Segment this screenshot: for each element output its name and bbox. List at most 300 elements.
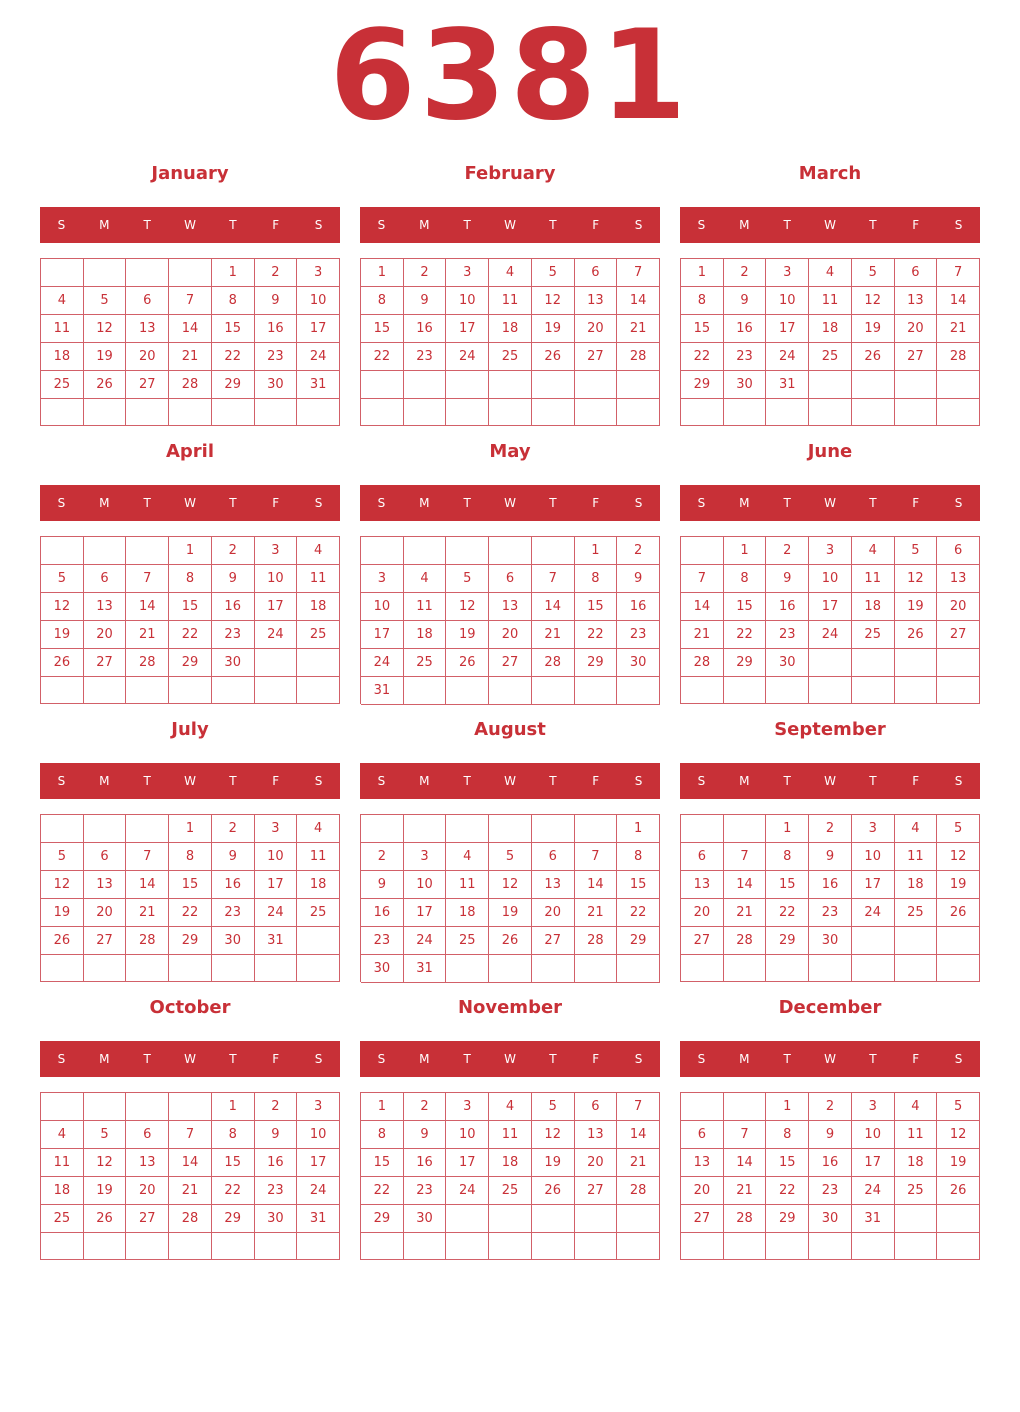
day-cell[interactable]: 23 <box>255 1177 298 1205</box>
day-cell[interactable]: 7 <box>126 565 169 593</box>
day-cell[interactable]: 26 <box>937 899 980 927</box>
day-cell[interactable]: 19 <box>532 315 575 343</box>
day-cell[interactable]: 5 <box>41 565 84 593</box>
day-cell[interactable]: 19 <box>84 1177 127 1205</box>
day-cell[interactable]: 15 <box>361 1149 404 1177</box>
day-cell[interactable]: 22 <box>766 1177 809 1205</box>
day-cell[interactable]: 12 <box>41 593 84 621</box>
day-cell[interactable]: 11 <box>895 1121 938 1149</box>
day-cell[interactable]: 13 <box>681 1149 724 1177</box>
day-cell[interactable]: 7 <box>681 565 724 593</box>
day-cell[interactable]: 18 <box>41 1177 84 1205</box>
day-cell[interactable]: 14 <box>575 871 618 899</box>
day-cell[interactable]: 25 <box>489 343 532 371</box>
day-cell[interactable]: 6 <box>126 1121 169 1149</box>
day-cell[interactable]: 4 <box>895 1093 938 1121</box>
day-cell[interactable]: 5 <box>489 843 532 871</box>
day-cell[interactable]: 11 <box>297 565 340 593</box>
day-cell[interactable]: 21 <box>575 899 618 927</box>
day-cell[interactable]: 2 <box>809 815 852 843</box>
day-cell[interactable]: 25 <box>895 1177 938 1205</box>
day-cell[interactable]: 16 <box>255 315 298 343</box>
day-cell[interactable]: 4 <box>404 565 447 593</box>
day-cell[interactable]: 25 <box>446 927 489 955</box>
day-cell[interactable]: 10 <box>852 1121 895 1149</box>
day-cell[interactable]: 29 <box>575 649 618 677</box>
day-cell[interactable]: 29 <box>169 649 212 677</box>
day-cell[interactable]: 2 <box>404 1093 447 1121</box>
day-cell[interactable]: 24 <box>255 621 298 649</box>
day-cell[interactable]: 21 <box>681 621 724 649</box>
day-cell[interactable]: 11 <box>41 1149 84 1177</box>
day-cell[interactable]: 7 <box>126 843 169 871</box>
day-cell[interactable]: 2 <box>361 843 404 871</box>
day-cell[interactable]: 6 <box>489 565 532 593</box>
day-cell[interactable]: 16 <box>809 871 852 899</box>
day-cell[interactable]: 12 <box>84 315 127 343</box>
day-cell[interactable]: 27 <box>84 649 127 677</box>
day-cell[interactable]: 24 <box>446 343 489 371</box>
day-cell[interactable]: 15 <box>361 315 404 343</box>
day-cell[interactable]: 18 <box>446 899 489 927</box>
day-cell[interactable]: 1 <box>169 815 212 843</box>
day-cell[interactable]: 10 <box>404 871 447 899</box>
day-cell[interactable]: 26 <box>84 1205 127 1233</box>
day-cell[interactable]: 12 <box>895 565 938 593</box>
day-cell[interactable]: 23 <box>361 927 404 955</box>
day-cell[interactable]: 10 <box>766 287 809 315</box>
day-cell[interactable]: 25 <box>297 899 340 927</box>
day-cell[interactable]: 13 <box>937 565 980 593</box>
day-cell[interactable]: 3 <box>766 259 809 287</box>
day-cell[interactable]: 7 <box>617 1093 660 1121</box>
day-cell[interactable]: 6 <box>575 1093 618 1121</box>
day-cell[interactable]: 16 <box>617 593 660 621</box>
day-cell[interactable]: 30 <box>255 371 298 399</box>
day-cell[interactable]: 22 <box>212 343 255 371</box>
day-cell[interactable]: 6 <box>681 843 724 871</box>
day-cell[interactable]: 28 <box>532 649 575 677</box>
day-cell[interactable]: 11 <box>489 1121 532 1149</box>
day-cell[interactable]: 17 <box>404 899 447 927</box>
day-cell[interactable]: 6 <box>126 287 169 315</box>
day-cell[interactable]: 9 <box>404 287 447 315</box>
day-cell[interactable]: 20 <box>575 315 618 343</box>
day-cell[interactable]: 28 <box>126 649 169 677</box>
day-cell[interactable]: 8 <box>361 287 404 315</box>
day-cell[interactable]: 5 <box>446 565 489 593</box>
day-cell[interactable]: 25 <box>41 1205 84 1233</box>
day-cell[interactable]: 19 <box>895 593 938 621</box>
day-cell[interactable]: 1 <box>575 537 618 565</box>
day-cell[interactable]: 3 <box>809 537 852 565</box>
day-cell[interactable]: 16 <box>724 315 767 343</box>
day-cell[interactable]: 10 <box>852 843 895 871</box>
day-cell[interactable]: 29 <box>169 927 212 955</box>
day-cell[interactable]: 25 <box>895 899 938 927</box>
day-cell[interactable]: 19 <box>446 621 489 649</box>
day-cell[interactable]: 4 <box>297 537 340 565</box>
day-cell[interactable]: 24 <box>446 1177 489 1205</box>
day-cell[interactable]: 12 <box>937 1121 980 1149</box>
day-cell[interactable]: 29 <box>212 1205 255 1233</box>
day-cell[interactable]: 17 <box>361 621 404 649</box>
day-cell[interactable]: 4 <box>297 815 340 843</box>
day-cell[interactable]: 1 <box>169 537 212 565</box>
day-cell[interactable]: 18 <box>809 315 852 343</box>
day-cell[interactable]: 4 <box>489 259 532 287</box>
day-cell[interactable]: 1 <box>361 259 404 287</box>
day-cell[interactable]: 18 <box>895 871 938 899</box>
day-cell[interactable]: 24 <box>297 1177 340 1205</box>
day-cell[interactable]: 14 <box>532 593 575 621</box>
day-cell[interactable]: 15 <box>724 593 767 621</box>
day-cell[interactable]: 20 <box>681 1177 724 1205</box>
day-cell[interactable]: 4 <box>489 1093 532 1121</box>
day-cell[interactable]: 8 <box>766 843 809 871</box>
day-cell[interactable]: 5 <box>84 287 127 315</box>
day-cell[interactable]: 17 <box>297 315 340 343</box>
day-cell[interactable]: 31 <box>404 955 447 983</box>
day-cell[interactable]: 4 <box>446 843 489 871</box>
day-cell[interactable]: 3 <box>297 259 340 287</box>
day-cell[interactable]: 27 <box>575 1177 618 1205</box>
day-cell[interactable]: 30 <box>404 1205 447 1233</box>
day-cell[interactable]: 2 <box>255 1093 298 1121</box>
day-cell[interactable]: 8 <box>681 287 724 315</box>
day-cell[interactable]: 14 <box>681 593 724 621</box>
day-cell[interactable]: 12 <box>532 1121 575 1149</box>
day-cell[interactable]: 22 <box>724 621 767 649</box>
day-cell[interactable]: 17 <box>255 593 298 621</box>
day-cell[interactable]: 10 <box>446 1121 489 1149</box>
day-cell[interactable]: 17 <box>446 1149 489 1177</box>
day-cell[interactable]: 21 <box>126 899 169 927</box>
day-cell[interactable]: 23 <box>809 1177 852 1205</box>
day-cell[interactable]: 19 <box>41 899 84 927</box>
day-cell[interactable]: 9 <box>212 843 255 871</box>
day-cell[interactable]: 11 <box>41 315 84 343</box>
day-cell[interactable]: 9 <box>766 565 809 593</box>
day-cell[interactable]: 30 <box>617 649 660 677</box>
day-cell[interactable]: 3 <box>361 565 404 593</box>
day-cell[interactable]: 28 <box>575 927 618 955</box>
day-cell[interactable]: 10 <box>297 287 340 315</box>
day-cell[interactable]: 1 <box>766 1093 809 1121</box>
day-cell[interactable]: 27 <box>575 343 618 371</box>
day-cell[interactable]: 25 <box>852 621 895 649</box>
day-cell[interactable]: 8 <box>361 1121 404 1149</box>
day-cell[interactable]: 16 <box>361 899 404 927</box>
day-cell[interactable]: 8 <box>169 565 212 593</box>
day-cell[interactable]: 18 <box>297 593 340 621</box>
day-cell[interactable]: 1 <box>361 1093 404 1121</box>
day-cell[interactable]: 20 <box>681 899 724 927</box>
day-cell[interactable]: 19 <box>41 621 84 649</box>
day-cell[interactable]: 26 <box>489 927 532 955</box>
day-cell[interactable]: 3 <box>446 1093 489 1121</box>
day-cell[interactable]: 12 <box>41 871 84 899</box>
day-cell[interactable]: 15 <box>169 871 212 899</box>
day-cell[interactable]: 7 <box>724 843 767 871</box>
day-cell[interactable]: 5 <box>84 1121 127 1149</box>
day-cell[interactable]: 13 <box>895 287 938 315</box>
day-cell[interactable]: 8 <box>575 565 618 593</box>
day-cell[interactable]: 18 <box>404 621 447 649</box>
day-cell[interactable]: 11 <box>297 843 340 871</box>
day-cell[interactable]: 10 <box>297 1121 340 1149</box>
day-cell[interactable]: 14 <box>169 315 212 343</box>
day-cell[interactable]: 11 <box>446 871 489 899</box>
day-cell[interactable]: 27 <box>895 343 938 371</box>
day-cell[interactable]: 17 <box>297 1149 340 1177</box>
day-cell[interactable]: 27 <box>532 927 575 955</box>
day-cell[interactable]: 13 <box>532 871 575 899</box>
day-cell[interactable]: 10 <box>255 565 298 593</box>
day-cell[interactable]: 14 <box>724 1149 767 1177</box>
day-cell[interactable]: 26 <box>41 649 84 677</box>
day-cell[interactable]: 8 <box>766 1121 809 1149</box>
day-cell[interactable]: 8 <box>724 565 767 593</box>
day-cell[interactable]: 19 <box>532 1149 575 1177</box>
day-cell[interactable]: 15 <box>169 593 212 621</box>
day-cell[interactable]: 29 <box>724 649 767 677</box>
day-cell[interactable]: 6 <box>84 565 127 593</box>
day-cell[interactable]: 6 <box>84 843 127 871</box>
day-cell[interactable]: 17 <box>766 315 809 343</box>
day-cell[interactable]: 7 <box>724 1121 767 1149</box>
day-cell[interactable]: 15 <box>575 593 618 621</box>
day-cell[interactable]: 30 <box>724 371 767 399</box>
day-cell[interactable]: 14 <box>724 871 767 899</box>
day-cell[interactable]: 9 <box>809 843 852 871</box>
day-cell[interactable]: 22 <box>169 621 212 649</box>
day-cell[interactable]: 30 <box>809 1205 852 1233</box>
day-cell[interactable]: 13 <box>681 871 724 899</box>
day-cell[interactable]: 29 <box>617 927 660 955</box>
day-cell[interactable]: 24 <box>852 1177 895 1205</box>
day-cell[interactable]: 10 <box>446 287 489 315</box>
day-cell[interactable]: 18 <box>489 1149 532 1177</box>
day-cell[interactable]: 6 <box>532 843 575 871</box>
day-cell[interactable]: 21 <box>724 1177 767 1205</box>
day-cell[interactable]: 5 <box>41 843 84 871</box>
day-cell[interactable]: 23 <box>809 899 852 927</box>
day-cell[interactable]: 26 <box>895 621 938 649</box>
day-cell[interactable]: 3 <box>297 1093 340 1121</box>
day-cell[interactable]: 28 <box>126 927 169 955</box>
day-cell[interactable]: 26 <box>532 1177 575 1205</box>
day-cell[interactable]: 14 <box>617 287 660 315</box>
day-cell[interactable]: 24 <box>297 343 340 371</box>
day-cell[interactable]: 1 <box>766 815 809 843</box>
day-cell[interactable]: 9 <box>212 565 255 593</box>
day-cell[interactable]: 16 <box>766 593 809 621</box>
day-cell[interactable]: 12 <box>532 287 575 315</box>
day-cell[interactable]: 1 <box>212 259 255 287</box>
day-cell[interactable]: 8 <box>212 287 255 315</box>
day-cell[interactable]: 18 <box>489 315 532 343</box>
day-cell[interactable]: 22 <box>617 899 660 927</box>
day-cell[interactable]: 18 <box>297 871 340 899</box>
day-cell[interactable]: 19 <box>937 871 980 899</box>
day-cell[interactable]: 30 <box>255 1205 298 1233</box>
day-cell[interactable]: 26 <box>532 343 575 371</box>
day-cell[interactable]: 27 <box>126 1205 169 1233</box>
day-cell[interactable]: 31 <box>361 677 404 705</box>
day-cell[interactable]: 16 <box>809 1149 852 1177</box>
day-cell[interactable]: 27 <box>489 649 532 677</box>
day-cell[interactable]: 17 <box>852 871 895 899</box>
day-cell[interactable]: 25 <box>41 371 84 399</box>
day-cell[interactable]: 22 <box>361 343 404 371</box>
day-cell[interactable]: 28 <box>937 343 980 371</box>
day-cell[interactable]: 16 <box>212 593 255 621</box>
day-cell[interactable]: 31 <box>255 927 298 955</box>
day-cell[interactable]: 28 <box>617 343 660 371</box>
day-cell[interactable]: 25 <box>297 621 340 649</box>
day-cell[interactable]: 6 <box>575 259 618 287</box>
day-cell[interactable]: 13 <box>126 315 169 343</box>
day-cell[interactable]: 18 <box>852 593 895 621</box>
day-cell[interactable]: 2 <box>617 537 660 565</box>
day-cell[interactable]: 7 <box>169 1121 212 1149</box>
day-cell[interactable]: 3 <box>852 815 895 843</box>
day-cell[interactable]: 20 <box>489 621 532 649</box>
day-cell[interactable]: 24 <box>852 899 895 927</box>
day-cell[interactable]: 14 <box>617 1121 660 1149</box>
day-cell[interactable]: 23 <box>212 899 255 927</box>
day-cell[interactable]: 7 <box>575 843 618 871</box>
day-cell[interactable]: 13 <box>489 593 532 621</box>
day-cell[interactable]: 30 <box>809 927 852 955</box>
day-cell[interactable]: 19 <box>489 899 532 927</box>
day-cell[interactable]: 21 <box>169 343 212 371</box>
day-cell[interactable]: 15 <box>681 315 724 343</box>
day-cell[interactable]: 9 <box>255 1121 298 1149</box>
day-cell[interactable]: 29 <box>361 1205 404 1233</box>
day-cell[interactable]: 3 <box>852 1093 895 1121</box>
day-cell[interactable]: 10 <box>809 565 852 593</box>
day-cell[interactable]: 27 <box>681 927 724 955</box>
day-cell[interactable]: 29 <box>212 371 255 399</box>
day-cell[interactable]: 13 <box>575 1121 618 1149</box>
day-cell[interactable]: 12 <box>446 593 489 621</box>
day-cell[interactable]: 2 <box>766 537 809 565</box>
day-cell[interactable]: 28 <box>724 927 767 955</box>
day-cell[interactable]: 2 <box>255 259 298 287</box>
day-cell[interactable]: 25 <box>489 1177 532 1205</box>
day-cell[interactable]: 5 <box>895 537 938 565</box>
day-cell[interactable]: 4 <box>895 815 938 843</box>
day-cell[interactable]: 16 <box>255 1149 298 1177</box>
day-cell[interactable]: 30 <box>212 927 255 955</box>
day-cell[interactable]: 23 <box>724 343 767 371</box>
day-cell[interactable]: 1 <box>724 537 767 565</box>
day-cell[interactable]: 3 <box>446 259 489 287</box>
day-cell[interactable]: 23 <box>404 343 447 371</box>
day-cell[interactable]: 10 <box>361 593 404 621</box>
day-cell[interactable]: 6 <box>681 1121 724 1149</box>
day-cell[interactable]: 14 <box>126 593 169 621</box>
day-cell[interactable]: 2 <box>724 259 767 287</box>
day-cell[interactable]: 7 <box>617 259 660 287</box>
day-cell[interactable]: 11 <box>852 565 895 593</box>
day-cell[interactable]: 20 <box>126 343 169 371</box>
day-cell[interactable]: 9 <box>809 1121 852 1149</box>
day-cell[interactable]: 8 <box>617 843 660 871</box>
day-cell[interactable]: 28 <box>169 1205 212 1233</box>
day-cell[interactable]: 14 <box>169 1149 212 1177</box>
day-cell[interactable]: 20 <box>575 1149 618 1177</box>
day-cell[interactable]: 23 <box>212 621 255 649</box>
day-cell[interactable]: 23 <box>766 621 809 649</box>
day-cell[interactable]: 17 <box>809 593 852 621</box>
day-cell[interactable]: 29 <box>766 1205 809 1233</box>
day-cell[interactable]: 20 <box>84 621 127 649</box>
day-cell[interactable]: 30 <box>766 649 809 677</box>
day-cell[interactable]: 27 <box>937 621 980 649</box>
day-cell[interactable]: 15 <box>212 315 255 343</box>
day-cell[interactable]: 24 <box>809 621 852 649</box>
day-cell[interactable]: 20 <box>895 315 938 343</box>
day-cell[interactable]: 24 <box>255 899 298 927</box>
day-cell[interactable]: 12 <box>489 871 532 899</box>
day-cell[interactable]: 22 <box>169 899 212 927</box>
day-cell[interactable]: 1 <box>681 259 724 287</box>
day-cell[interactable]: 21 <box>724 899 767 927</box>
day-cell[interactable]: 5 <box>852 259 895 287</box>
day-cell[interactable]: 20 <box>532 899 575 927</box>
day-cell[interactable]: 28 <box>169 371 212 399</box>
day-cell[interactable]: 19 <box>852 315 895 343</box>
day-cell[interactable]: 21 <box>617 315 660 343</box>
day-cell[interactable]: 18 <box>41 343 84 371</box>
day-cell[interactable]: 28 <box>724 1205 767 1233</box>
day-cell[interactable]: 15 <box>766 871 809 899</box>
day-cell[interactable]: 3 <box>255 815 298 843</box>
day-cell[interactable]: 22 <box>681 343 724 371</box>
day-cell[interactable]: 31 <box>852 1205 895 1233</box>
day-cell[interactable]: 25 <box>809 343 852 371</box>
day-cell[interactable]: 24 <box>404 927 447 955</box>
day-cell[interactable]: 2 <box>212 815 255 843</box>
day-cell[interactable]: 24 <box>361 649 404 677</box>
day-cell[interactable]: 18 <box>895 1149 938 1177</box>
day-cell[interactable]: 17 <box>255 871 298 899</box>
day-cell[interactable]: 27 <box>681 1205 724 1233</box>
day-cell[interactable]: 13 <box>575 287 618 315</box>
day-cell[interactable]: 25 <box>404 649 447 677</box>
day-cell[interactable]: 3 <box>404 843 447 871</box>
day-cell[interactable]: 29 <box>681 371 724 399</box>
day-cell[interactable]: 21 <box>937 315 980 343</box>
day-cell[interactable]: 30 <box>361 955 404 983</box>
day-cell[interactable]: 1 <box>617 815 660 843</box>
day-cell[interactable]: 7 <box>169 287 212 315</box>
day-cell[interactable]: 23 <box>255 343 298 371</box>
day-cell[interactable]: 7 <box>937 259 980 287</box>
day-cell[interactable]: 20 <box>126 1177 169 1205</box>
day-cell[interactable]: 29 <box>766 927 809 955</box>
day-cell[interactable]: 17 <box>446 315 489 343</box>
day-cell[interactable]: 4 <box>809 259 852 287</box>
day-cell[interactable]: 21 <box>617 1149 660 1177</box>
day-cell[interactable]: 16 <box>404 315 447 343</box>
day-cell[interactable]: 13 <box>84 593 127 621</box>
day-cell[interactable]: 15 <box>212 1149 255 1177</box>
day-cell[interactable]: 22 <box>766 899 809 927</box>
